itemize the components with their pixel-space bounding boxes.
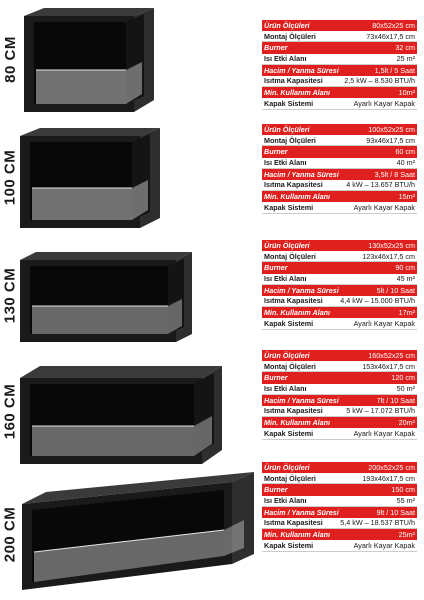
spec-row	[262, 473, 417, 484]
fireplace-image-100	[20, 128, 162, 228]
size-label-text: 130 CM	[1, 267, 19, 323]
spec-key: Isıtma Kapasitesi	[264, 406, 323, 416]
spec-value: 5 kW – 17.072 BTU/h	[346, 406, 415, 416]
spec-key: Min. Kullanım Alanı	[264, 418, 331, 428]
spec-key: Isıtma Kapasitesi	[264, 518, 323, 528]
spec-key: Isı Etki Alanı	[264, 496, 307, 506]
spec-key: Isı Etki Alanı	[264, 384, 307, 394]
spec-value: 150 cm	[391, 485, 415, 495]
spec-table-130	[262, 240, 417, 330]
spec-row	[262, 169, 417, 180]
spec-table-160	[262, 350, 417, 440]
spec-row	[262, 158, 417, 169]
spec-value: 200x52x25 cm	[368, 462, 415, 472]
spec-key: Montaj Ölçüleri	[264, 473, 316, 483]
spec-key: Ürün Ölçüleri	[264, 462, 310, 472]
spec-row	[262, 87, 417, 98]
spec-value: 3,5lt / 8 Saat	[374, 169, 415, 179]
spec-table-200	[262, 462, 417, 552]
spec-key: Isıtma Kapasitesi	[264, 296, 323, 306]
spec-row	[262, 540, 417, 551]
product-row-100	[0, 118, 424, 236]
spec-value: Ayarlı Kayar Kapak	[353, 540, 415, 550]
spec-value: 25 m²	[396, 54, 415, 64]
size-label-text: 200 CM	[1, 506, 19, 562]
spec-value: 5,4 kW – 18.537 BTU/h	[340, 518, 415, 528]
spec-row	[262, 20, 417, 31]
spec-key: Montaj Ölçüleri	[264, 31, 316, 41]
spec-row	[262, 240, 417, 251]
spec-value: 55 m²	[396, 496, 415, 506]
product-row-130	[0, 236, 424, 354]
spec-key: Hacim / Yanma Süresi	[264, 65, 339, 75]
spec-row	[262, 484, 417, 495]
spec-value: 93x46x17,5 cm	[366, 135, 415, 145]
spec-key: Burner	[264, 43, 288, 53]
spec-key: Burner	[264, 263, 288, 273]
spec-value: 10m²	[398, 88, 415, 98]
spec-row	[262, 395, 417, 406]
spec-value: 17m²	[398, 308, 415, 318]
spec-row	[262, 274, 417, 285]
size-label	[0, 0, 20, 118]
product-row-200	[0, 462, 424, 600]
spec-row	[262, 529, 417, 540]
spec-row	[262, 135, 417, 146]
spec-value: 45 m²	[396, 274, 415, 284]
spec-value: Ayarlı Kayar Kapak	[353, 98, 415, 108]
spec-key: Isı Etki Alanı	[264, 54, 307, 64]
spec-row	[262, 350, 417, 361]
spec-value: 100x52x25 cm	[368, 124, 415, 134]
product-row-160	[0, 350, 424, 468]
spec-value: 15m²	[398, 192, 415, 202]
spec-value: 2,5 kW – 8.530 BTU/h	[344, 76, 415, 86]
spec-key: Kapak Sistemi	[264, 540, 314, 550]
spec-value: 20m²	[398, 418, 415, 428]
spec-value: 25m²	[398, 530, 415, 540]
spec-row	[262, 417, 417, 428]
spec-key: Min. Kullanım Alanı	[264, 88, 331, 98]
spec-row	[262, 31, 417, 42]
spec-value: 193x46x17,5 cm	[362, 473, 415, 483]
spec-row	[262, 65, 417, 76]
spec-key: Min. Kullanım Alanı	[264, 192, 331, 202]
spec-key: Burner	[264, 147, 288, 157]
size-label	[0, 118, 20, 236]
spec-key: Ürün Ölçüleri	[264, 20, 310, 30]
spec-value: 4 kW – 13.657 BTU/h	[346, 180, 415, 190]
spec-row	[262, 124, 417, 135]
fireplace-image-130	[20, 250, 194, 342]
spec-row	[262, 251, 417, 262]
spec-row	[262, 146, 417, 157]
fireplace-image-80	[24, 8, 158, 112]
spec-value: 153x46x17,5 cm	[362, 361, 415, 371]
spec-row	[262, 384, 417, 395]
spec-row	[262, 202, 417, 213]
spec-key: Min. Kullanım Alanı	[264, 530, 331, 540]
spec-value: 7lt / 10 Saat	[376, 395, 415, 405]
fireplace-image-160	[20, 366, 224, 464]
spec-key: Kapak Sistemi	[264, 428, 314, 438]
spec-row	[262, 54, 417, 65]
spec-value: 40 m²	[396, 158, 415, 168]
spec-value: 160x52x25 cm	[368, 350, 415, 360]
spec-row	[262, 496, 417, 507]
spec-key: Ürün Ölçüleri	[264, 350, 310, 360]
spec-key: Montaj Ölçüleri	[264, 361, 316, 371]
size-label-text: 100 CM	[1, 149, 19, 205]
spec-value: 80x52x25 cm	[372, 20, 415, 30]
spec-row	[262, 191, 417, 202]
spec-row	[262, 462, 417, 473]
spec-value: 50 m²	[396, 384, 415, 394]
spec-key: Hacim / Yanma Süresi	[264, 285, 339, 295]
spec-key: Kapak Sistemi	[264, 202, 314, 212]
spec-row	[262, 518, 417, 529]
spec-value: 5lt / 10 Saat	[376, 285, 415, 295]
size-label-text: 160 CM	[1, 383, 19, 439]
spec-row	[262, 296, 417, 307]
spec-row	[262, 406, 417, 417]
spec-key: Burner	[264, 485, 288, 495]
spec-row	[262, 372, 417, 383]
spec-row	[262, 180, 417, 191]
spec-key: Montaj Ölçüleri	[264, 251, 316, 261]
spec-key: Kapak Sistemi	[264, 98, 314, 108]
spec-value: 73x46x17,5 cm	[366, 31, 415, 41]
product-row-80	[0, 0, 424, 118]
spec-key: Montaj Ölçüleri	[264, 135, 316, 145]
spec-row	[262, 318, 417, 329]
spec-value: 32 cm	[395, 43, 415, 53]
spec-row	[262, 361, 417, 372]
spec-value: Ayarlı Kayar Kapak	[353, 428, 415, 438]
size-label-text: 80 CM	[1, 35, 19, 83]
spec-row	[262, 76, 417, 87]
spec-row	[262, 42, 417, 53]
spec-table-80	[262, 20, 417, 110]
spec-value: Ayarlı Kayar Kapak	[353, 318, 415, 328]
spec-key: Burner	[264, 373, 288, 383]
size-label	[0, 236, 20, 354]
spec-key: Ürün Ölçüleri	[264, 124, 310, 134]
spec-key: Hacim / Yanma Süresi	[264, 507, 339, 517]
spec-key: Isı Etki Alanı	[264, 158, 307, 168]
size-label	[0, 468, 20, 600]
spec-value: 9lt / 10 Saat	[376, 507, 415, 517]
spec-row	[262, 507, 417, 518]
spec-value: 60 cm	[395, 147, 415, 157]
spec-key: Ürün Ölçüleri	[264, 240, 310, 250]
spec-row	[262, 98, 417, 109]
spec-key: Isıtma Kapasitesi	[264, 180, 323, 190]
spec-value: 130x52x25 cm	[368, 240, 415, 250]
spec-key: Hacim / Yanma Süresi	[264, 169, 339, 179]
spec-value: 90 cm	[395, 263, 415, 273]
spec-value: 120 cm	[391, 373, 415, 383]
spec-value: Ayarlı Kayar Kapak	[353, 202, 415, 212]
size-label	[0, 354, 20, 468]
fireplace-image-200	[22, 472, 256, 590]
spec-table-100	[262, 124, 417, 214]
spec-value: 1,5lt / 5 Saat	[374, 65, 415, 75]
spec-key: Kapak Sistemi	[264, 318, 314, 328]
spec-row	[262, 428, 417, 439]
spec-row	[262, 285, 417, 296]
spec-row	[262, 307, 417, 318]
spec-key: Min. Kullanım Alanı	[264, 308, 331, 318]
spec-value: 123x46x17,5 cm	[362, 251, 415, 261]
spec-key: Isıtma Kapasitesi	[264, 76, 323, 86]
spec-row	[262, 262, 417, 273]
spec-key: Isı Etki Alanı	[264, 274, 307, 284]
spec-value: 4,4 kW – 15.000 BTU/h	[340, 296, 415, 306]
spec-key: Hacim / Yanma Süresi	[264, 395, 339, 405]
